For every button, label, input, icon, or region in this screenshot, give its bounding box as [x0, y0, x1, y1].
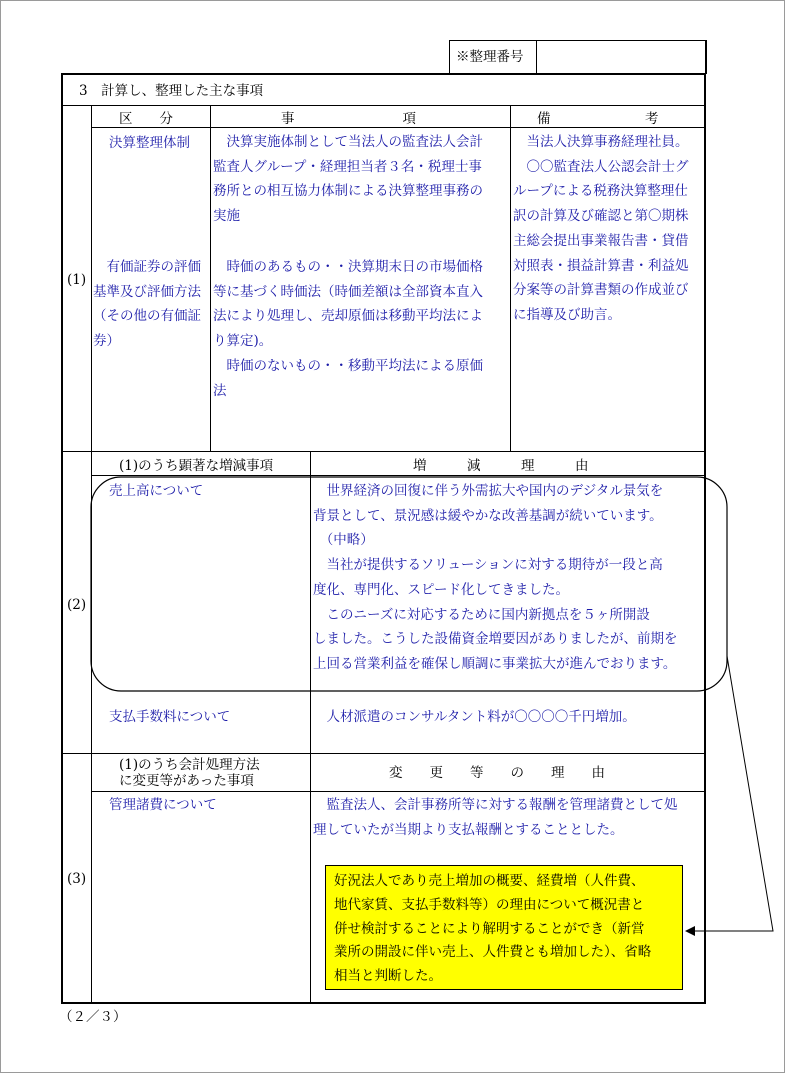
table1-header-remarks: 備 考: [537, 111, 659, 127]
callout-text: 好況法人であり売上増加の概要、経費増（人件費、 地代家賃、支払手数料等）の理由について概況書と 併せ検討することにより解明することができ（新営 業所の開設に伴い売上、人件費とも増加した）、省略 相当と判断した。: [334, 873, 652, 985]
table3-item-1: 管理諸費について: [109, 797, 217, 813]
highlight-annotation: [1, 1, 785, 1074]
table3-reason-1: 監査法人、会計事務所等に対する報酬を管理諸費として処 理していたが当期より支払報酬とすることとした。: [313, 797, 678, 838]
table2-reason-1: 世界経済の回復に伴う外需拡大や国内のデジタル景気を 背景として、景況感は緩やかな改善基調が続いています。 （中略） 当社が提供するソリューションに対する期待が一段と高 度化、専門化、スピード化してきました。 このニーズに対応するために国内新拠点を５ヶ所開設 しました。こうした設備資金増要因がありましたが、前期を 上回る営業利益を確保し順調に事業拡大が進んでおります。: [313, 483, 678, 672]
connector-line: [693, 656, 773, 931]
table3-header-left-1: (1)のうち会計処理方法: [119, 757, 260, 773]
row-label-1: (1): [67, 272, 87, 288]
table1-matter-2: 時価のあるもの・・決算期末日の市場価格 等に基づく時価法（時価差額は全部資本直入 法により処理し、売却原価は移動平均法によ り算定)。 時価のないもの・・移動平均法による原価 法: [213, 259, 483, 399]
table1-category-1: 決算整理体制: [109, 135, 190, 151]
highlight-rounded-rect: [91, 477, 727, 691]
row-label-2: (2): [67, 597, 87, 613]
table2-header-left: (1)のうち顕著な増減事項: [119, 458, 274, 474]
seiri-number-label: ※整理番号: [456, 49, 524, 65]
arrow-head-icon: [685, 926, 695, 936]
table1-header-matter: 事 項: [281, 111, 416, 127]
page-number: （２／３）: [59, 1009, 127, 1025]
table2-item-1: 売上高について: [109, 483, 204, 499]
table1-matter-1: 決算実施体制として当法人の監査法人会計 監査人グループ・経理担当者３名・税理士事 務所との相互協力体制による決算整理事務の 実施: [213, 134, 483, 225]
table2-header-right: 増 減 理 由: [413, 458, 589, 474]
table3-header-left-2: に変更等があった事項: [119, 773, 254, 789]
row-label-3: (3): [67, 871, 87, 887]
table3-header-right: 変 更 等 の 理 由: [389, 765, 605, 781]
section-title: 3 計算し、整理した主な事項: [79, 83, 264, 99]
table1-header-category: 区 分: [119, 111, 173, 127]
table1-category-2: 有価証券の評価 基準及び評価方法 （その他の有価証 券）: [93, 259, 201, 350]
table2-item-2: 支払手数料について: [109, 709, 231, 725]
table1-remarks: 当法人決算事務経理社員。 〇〇監査法人公認会計士グ ループによる税務決算整理仕 訳の計算及び確認と第〇期株 主総会提出事業報告書・貸借 対照表・損益計算書・利益処 分案等の計算書類の作成並び に指導及び助言。: [513, 134, 689, 323]
table2-reason-2: 人材派遣のコンサルタント料が〇〇〇〇千円増加。: [313, 709, 636, 725]
